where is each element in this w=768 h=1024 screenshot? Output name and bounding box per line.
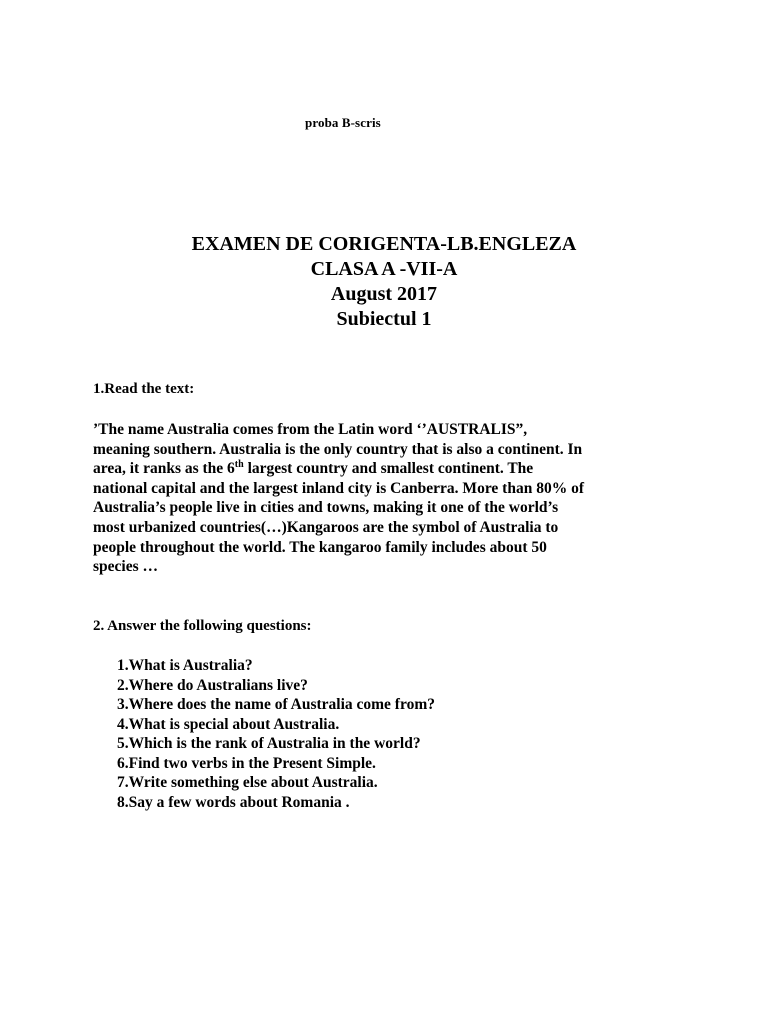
passage-line: people throughout the world. The kangaroo family includes about 50	[93, 538, 547, 556]
question-item: 7.Write something else about Australia.	[117, 774, 378, 791]
title-line: EXAMEN DE CORIGENTA-LB.ENGLEZA	[191, 233, 577, 255]
passage-line: Australia’s people live in cities and towns, making it one of the world’s	[93, 499, 559, 517]
passage-line: species …	[93, 558, 159, 576]
title-line: CLASA A -VII-A	[310, 258, 458, 280]
passage-line	[93, 459, 693, 479]
passage-line: national capital and the largest inland city is Canberra. More than 80% of	[93, 479, 584, 497]
reading-passage	[93, 420, 693, 577]
question-item: 2.Where do Australians live?	[117, 676, 308, 694]
question-item: 6.Find two verbs in the Present Simple.	[117, 754, 376, 772]
ordinal-suffix: th	[234, 459, 244, 471]
passage-line: meaning southern. Australia is the only country that is also a continent. In	[93, 440, 583, 458]
passage-text: largest country and smallest continent. The	[243, 460, 534, 478]
title-line: Subiectul 1	[336, 308, 432, 330]
question-item: 3.Where does the name of Australia come from?	[117, 696, 435, 713]
section-2-heading: 2. Answer the following questions:	[93, 618, 312, 634]
exam-title	[0, 232, 768, 332]
exam-type-label: proba B-scris	[305, 115, 381, 130]
passage-text: area, it ranks as the 6	[93, 460, 235, 478]
section-1-heading: 1.Read the text:	[93, 381, 195, 397]
passage-line: ’The name Australia comes from the Latin word ‘’AUSTRALIS”,	[93, 421, 528, 438]
question-item: 1.What is Australia?	[117, 657, 253, 674]
question-list	[117, 656, 435, 812]
title-line: August 2017	[330, 283, 438, 305]
question-item: 4.What is special about Australia.	[117, 715, 340, 733]
question-item: 5.Which is the rank of Australia in the world?	[117, 735, 421, 752]
passage-line: most urbanized countries(…)Kangaroos are the symbol of Australia to	[93, 518, 559, 536]
question-item: 8.Say a few words about Romania .	[117, 793, 350, 811]
